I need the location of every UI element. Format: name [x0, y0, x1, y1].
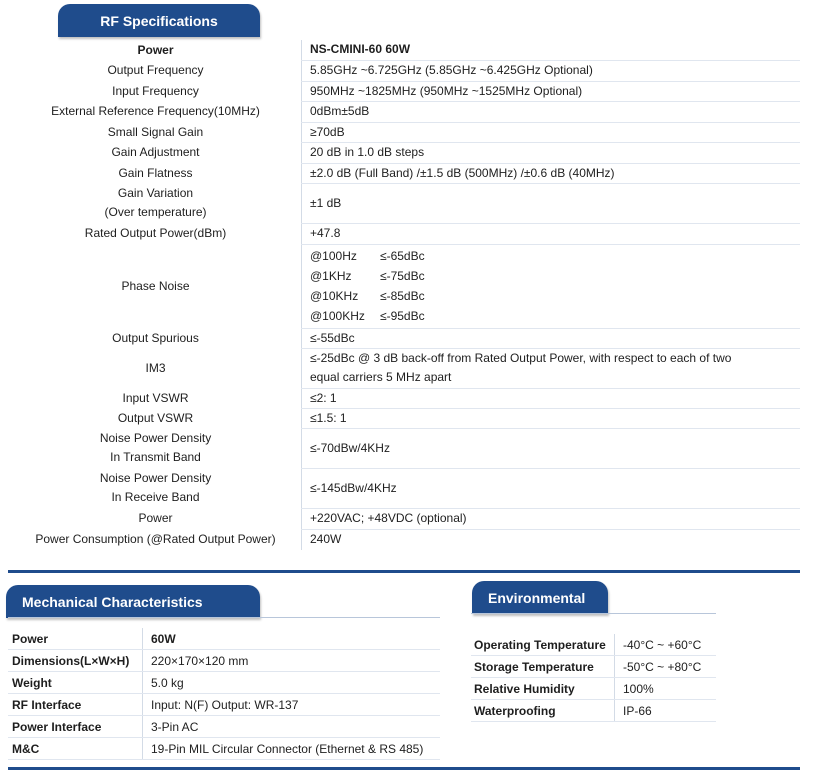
phase-noise-values	[302, 244, 801, 328]
table-row	[10, 468, 800, 508]
spec-value: ≤2: 1	[302, 388, 801, 408]
table-row	[471, 700, 716, 722]
env-value: -50°C ~ +80°C	[615, 656, 717, 678]
phase-noise-grid	[310, 247, 800, 326]
environmental-table	[471, 634, 716, 722]
spec-label: Small Signal Gain	[107, 124, 204, 139]
rf-specifications-title: RF Specifications	[100, 12, 218, 29]
table-row	[10, 348, 800, 388]
table-row	[8, 672, 440, 694]
phase-noise-offset: @1KHz	[310, 268, 352, 283]
spec-value: ±2.0 dB (Full Band) /±1.5 dB (500MHz) /±0.6 dB (40MHz)	[302, 163, 801, 183]
phase-noise-level: ≤-75dBc	[380, 268, 425, 283]
mechanical-characteristics-header	[6, 585, 260, 618]
spec-label: Output Spurious	[112, 330, 199, 345]
spec-value: +220VAC; +48VDC (optional)	[302, 508, 801, 529]
environmental-header	[472, 581, 608, 614]
spec-label: Output Frequency	[107, 63, 204, 77]
table-row	[10, 122, 800, 142]
table-row	[10, 508, 800, 529]
spec-value: 950MHz ~1825MHz (950MHz ~1525MHz Optional)	[302, 81, 801, 101]
section-divider	[8, 617, 440, 618]
table-row	[8, 738, 440, 760]
table-row	[10, 101, 800, 122]
spec-label-line: In Receive Band	[111, 490, 200, 504]
spec-value: ≥70dB	[302, 122, 801, 142]
env-key: Storage Temperature	[471, 656, 615, 678]
spec-value: +47.8	[302, 223, 801, 244]
env-key: Operating Temperature	[471, 634, 615, 656]
spec-value-line: equal carriers 5 MHz apart	[310, 370, 452, 384]
spec-value: 0dBm±5dB	[302, 101, 801, 122]
table-row	[471, 678, 716, 700]
spec-label: Input VSWR	[122, 390, 189, 405]
mech-value: 5.0 kg	[143, 672, 441, 694]
spec-value: 20 dB in 1.0 dB steps	[302, 142, 801, 163]
spec-label-line: (Over temperature)	[104, 205, 207, 219]
mechanical-table	[8, 628, 440, 760]
spec-label-line: Noise Power Density	[99, 431, 212, 445]
mech-value: 220×170×120 mm	[143, 650, 441, 672]
spec-value: ≤1.5: 1	[302, 408, 801, 428]
spec-label: Power Consumption (@Rated Output Power)	[35, 532, 276, 546]
table-row	[10, 142, 800, 163]
mech-key: Weight	[8, 672, 143, 694]
table-row	[8, 694, 440, 716]
table-row	[10, 428, 800, 468]
table-row	[10, 328, 800, 348]
env-value: IP-66	[615, 700, 717, 722]
spec-label: Output VSWR	[117, 410, 194, 425]
table-row	[471, 656, 716, 678]
spec-value	[302, 348, 801, 388]
spec-label: IM3	[145, 360, 166, 375]
mech-key: Power	[8, 628, 143, 650]
phase-noise-offset: @100KHz	[310, 308, 365, 323]
phase-noise-level: ≤-95dBc	[380, 308, 425, 323]
env-value: -40°C ~ +60°C	[615, 634, 717, 656]
spec-label: External Reference Frequency(10MHz)	[51, 104, 260, 118]
rf-specifications-table	[10, 40, 800, 550]
phase-noise-level: ≤-65dBc	[380, 248, 425, 263]
table-row	[10, 244, 800, 328]
spec-value: ≤-145dBw/4KHz	[302, 468, 801, 508]
phase-noise-level: ≤-85dBc	[380, 288, 425, 303]
section-divider	[471, 613, 716, 614]
mech-value: Input: N(F) Output: WR-137	[143, 694, 441, 716]
spec-label: Power	[138, 511, 173, 525]
spec-label: Rated Output Power(dBm)	[84, 226, 227, 240]
mech-value: 3-Pin AC	[143, 716, 441, 738]
spec-label: Gain Adjustment	[111, 145, 200, 159]
table-row	[8, 650, 440, 672]
table-row	[8, 716, 440, 738]
spec-label-line: Noise Power Density	[99, 471, 212, 485]
table-row	[10, 81, 800, 101]
spec-label: Phase Noise	[121, 278, 190, 293]
mech-value: 19-Pin MIL Circular Connector (Ethernet & RS 485)	[143, 738, 441, 760]
mech-key: RF Interface	[8, 694, 143, 716]
section-divider	[8, 570, 800, 573]
spec-value: NS-CMINI-60 60W	[302, 40, 801, 60]
table-row	[10, 163, 800, 183]
spec-value: ≤-55dBc	[302, 328, 801, 348]
phase-noise-offset: @100Hz	[310, 248, 357, 263]
spec-label: Input Frequency	[112, 83, 199, 98]
spec-label	[10, 428, 302, 468]
env-key: Waterproofing	[471, 700, 615, 722]
mech-key: Dimensions(L×W×H)	[8, 650, 143, 672]
spec-label-line: Gain Variation	[117, 186, 194, 200]
spec-value-line: ≤-25dBc @ 3 dB back-off from Rated Output Power, with respect to each of two	[310, 351, 732, 365]
environmental-title: Environmental	[488, 589, 586, 606]
spec-label: Gain Flatness	[118, 165, 193, 180]
table-row	[10, 529, 800, 550]
mech-value: 60W	[143, 628, 441, 650]
spec-value: 5.85GHz ~6.725GHz (5.85GHz ~6.425GHz Optional)	[302, 60, 801, 81]
env-value: 100%	[615, 678, 717, 700]
mech-key: Power Interface	[8, 716, 143, 738]
table-row	[10, 388, 800, 408]
spec-label	[10, 183, 302, 223]
table-row	[471, 634, 716, 656]
table-row	[10, 408, 800, 428]
table-row	[10, 223, 800, 244]
spec-value: ±1 dB	[302, 183, 801, 223]
table-row	[8, 628, 440, 650]
mechanical-characteristics-title: Mechanical Characteristics	[22, 593, 203, 610]
table-row	[10, 60, 800, 81]
table-row	[10, 183, 800, 223]
spec-value: 240W	[302, 529, 801, 550]
env-key: Relative Humidity	[471, 678, 615, 700]
spec-label-line: In Transmit Band	[110, 450, 201, 464]
rf-specifications-header	[58, 4, 260, 37]
mech-key: M&C	[8, 738, 143, 760]
spec-value: ≤-70dBw/4KHz	[302, 428, 801, 468]
phase-noise-offset: @10KHz	[310, 288, 359, 303]
spec-label: Power	[137, 42, 174, 57]
footer-divider	[8, 767, 800, 770]
spec-label	[10, 468, 302, 508]
table-row	[10, 40, 800, 60]
